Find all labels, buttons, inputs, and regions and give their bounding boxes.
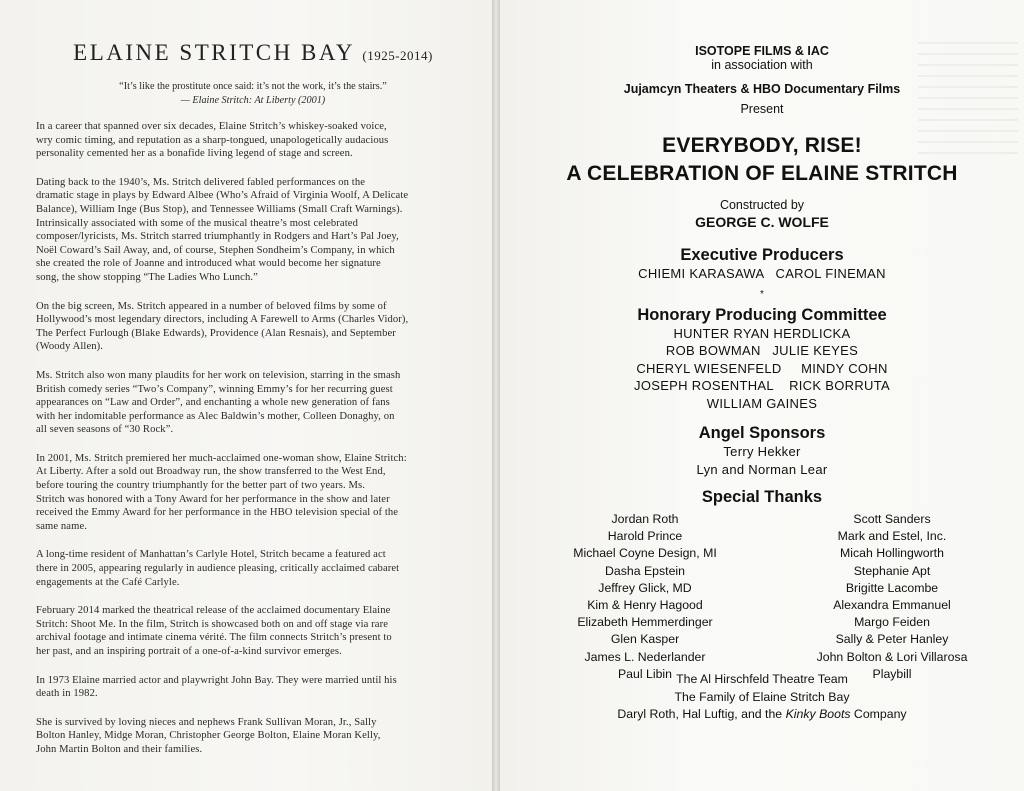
show-title-line2: A CELEBRATION OF ELAINE STRITCH — [566, 162, 958, 185]
left-page-biography — [0, 0, 492, 791]
biography-line: Noël Coward’s Sail Away, and, of course, Stephen Sondheim’s Company, in which — [36, 244, 395, 256]
special-thanks-name: Margo Feiden — [854, 615, 930, 630]
biography-line: song, the show stopping “The Ladies Who Lunch.” — [36, 271, 258, 283]
honorary-committee-heading: Honorary Producing Committee — [637, 305, 887, 324]
biography-paragraph — [36, 548, 470, 589]
special-thanks-name: Stephanie Apt — [853, 563, 931, 578]
special-thanks-name: Kim & Henry Hagood — [587, 598, 703, 613]
biography-line: appearances on “Law and Order”, and enchanting a whole new generation of fans — [36, 397, 390, 409]
biography-line: dramatic stage in plays by Edward Albee (Who’s Afraid of Virginia Woolf, A Delicate — [36, 190, 409, 202]
biography-paragraph — [36, 716, 470, 757]
biography-line: wry comic timing, and reputation as a sharp-tongued, unapologetically audacious — [36, 134, 389, 146]
executive-producers-heading: Executive Producers — [680, 246, 844, 264]
bio-title-name: ELAINE STRITCH BAY — [73, 40, 355, 65]
biography-line: received the Emmy Award for her performance in the HBO television special of the — [36, 507, 399, 519]
biography-line: (Woody Allen). — [36, 341, 104, 353]
biography-paragraph — [36, 369, 470, 437]
biography-line: personality cemented her as a bonafide living legend of stage and screen. — [36, 148, 353, 160]
bio-title-years: (1925-2014) — [362, 48, 433, 63]
quote-attribution: — Elaine Stritch: At Liberty (2001) — [180, 95, 326, 106]
biography-paragraph — [36, 300, 470, 354]
last-line-italic-show: Kinky Boots — [785, 707, 851, 722]
special-thanks-line: The Al Hirschfeld Theatre Team — [676, 672, 848, 686]
special-thanks-right-column — [782, 511, 1002, 683]
special-thanks-name: Brigitte Lacombe — [845, 580, 939, 595]
biography-line: Intrinsically associated with some of the musical theatre’s most celebrated — [36, 217, 358, 229]
special-thanks-name: Playbill — [872, 666, 912, 681]
biography-line: In 2001, Ms. Stritch premiered her much-acclaimed one-woman show, Elaine Stritch: — [36, 452, 407, 464]
honorary-committee-line: HUNTER RYAN HERDLICKA — [673, 325, 851, 341]
biography-line: The Perfect Furlough (Blake Edwards), Providence (Alan Resnais), and September — [36, 327, 396, 339]
page-gutter — [492, 0, 500, 791]
biography-paragraph — [36, 176, 470, 285]
special-thanks-name: Jeffrey Glick, MD — [598, 580, 692, 595]
show-title-line1: EVERYBODY, RISE! — [662, 134, 862, 157]
honorary-committee-line: JOSEPH ROSENTHAL RICK BORRUTA — [634, 378, 890, 393]
constructed-by-text: Constructed by — [719, 198, 805, 212]
special-thanks-name: Elizabeth Hemmerdinger — [577, 615, 713, 630]
in-association-text: in association with — [711, 58, 813, 72]
special-thanks-name: Micah Hollingworth — [840, 546, 944, 561]
biography-line: Dating back to the 1940’s, Ms. Stritch delivered fabled performances on the — [36, 176, 366, 188]
biography-line: all seven seasons of “30 Rock”. — [36, 424, 174, 436]
special-thanks-name: Jordan Roth — [611, 512, 679, 526]
biography-line: same name. — [36, 520, 88, 532]
biography-line: February 2014 marked the theatrical release of the acclaimed documentary Elaine — [36, 605, 391, 617]
biography-line: she created the role of Joanne and introduced what would become her signature — [36, 258, 381, 270]
biography-paragraph — [36, 604, 470, 658]
angel-sponsors-list — [500, 443, 1024, 478]
bio-title — [36, 40, 470, 66]
honorary-committee-line: CHERYL WIESENFELD MINDY COHN — [636, 360, 888, 376]
biography-line: before touring the country triumphantly for the better part of two years. Ms. — [36, 480, 365, 492]
biography-line: there in 2005, appearing regularly in audience pleasing, critically acclaimed cabaret — [36, 563, 400, 575]
biography-line: Ms. Stritch also won many plaudits for her work on television, starring in the smash — [36, 369, 401, 381]
biography-line: Hollywood’s most legendary directors, including A Farewell to Arms (Charles Vidor), — [36, 314, 409, 326]
special-thanks-name: Glen Kasper — [610, 632, 680, 647]
present-text: Present — [740, 102, 784, 116]
biography-line: archival footage and intimate cinema vérité. The film connects Stritch’s present to — [36, 632, 392, 644]
angel-sponsors-heading: Angel Sponsors — [698, 424, 826, 442]
biography-line: British comedy series “Two’s Company”, winning Emmy’s for her recurring guest — [36, 383, 393, 395]
biography-line: her past, and an inspiring portrait of a one-of-a-kind survivor emerges. — [36, 646, 342, 657]
special-thanks-line: The Family of Elaine Stritch Bay — [674, 689, 850, 704]
quote-text: “It’s like the prostitute once said: it’s not the work, it’s the stairs.” — [119, 81, 387, 92]
special-thanks-heading: Special Thanks — [701, 488, 823, 506]
biography-line: She is survived by loving nieces and nephews Frank Sullivan Moran, Jr., Sally — [36, 716, 377, 728]
honorary-committee-list — [500, 325, 1024, 413]
biography-line: At Liberty. After a sold out Broadway run, the show transferred to the West End, — [36, 466, 386, 478]
biography-line: Balance), William Inge (Bus Stop), and Tennessee Williams (Small Craft Warnings). — [36, 203, 403, 215]
biography-line: Bolton Hanley, Midge Moran, Christopher George Bolton, Elaine Moran Kelly, — [36, 730, 381, 742]
biography-line: death in 1982. — [36, 688, 98, 700]
biography-line: Stritch was honored with a Tony Award for her performance in the show and later — [36, 493, 390, 505]
biography-paragraph — [36, 120, 470, 161]
special-thanks-name: Dasha Epstein — [605, 563, 685, 578]
biography-paragraph — [36, 674, 470, 701]
biography-line: In 1973 Elaine married actor and playwright John Bay. They were married until his — [36, 674, 397, 686]
biography-line: composer/lyricists, Ms. Stritch starred triumphantly in Rodgers and Hart’s Pal Joey, — [36, 231, 399, 243]
special-thanks-name: Scott Sanders — [853, 512, 931, 526]
special-thanks-name: Mark and Estel, Inc. — [837, 529, 947, 544]
special-thanks-name: Sally & Peter Hanley — [835, 632, 949, 647]
angel-sponsor-name: Terry Hekker — [723, 444, 801, 459]
special-thanks-name: Harold Prince — [607, 529, 683, 544]
biography-line: Stritch: Shoot Me. In the film, Stritch is showcased both on and off stage via rare — [36, 618, 389, 630]
asterisk-divider: * — [760, 288, 764, 300]
honorary-committee-line: ROB BOWMAN JULIE KEYES — [665, 343, 859, 358]
biography-body — [36, 120, 470, 757]
special-thanks-last-line — [500, 706, 1024, 724]
biography-line: On the big screen, Ms. Stritch appeared in a number of beloved films by some of — [36, 300, 387, 312]
biography-paragraph — [36, 452, 470, 534]
right-page-credits — [500, 0, 1024, 791]
special-thanks-left-column — [530, 511, 760, 683]
last-line-suffix: Company — [850, 707, 907, 722]
honorary-committee-line: WILLIAM GAINES — [706, 395, 818, 411]
special-thanks-name: Alexandra Emmanuel — [833, 598, 951, 613]
epigraph-quote — [36, 80, 470, 108]
director-name: GEORGE C. WOLFE — [695, 214, 829, 230]
angel-sponsor-name: Lyn and Norman Lear — [696, 461, 828, 477]
partner-names: Jujamcyn Theaters & HBO Documentary Films — [623, 82, 901, 96]
biography-line: In a career that spanned over six decades, Elaine Stritch’s whiskey-soaked voice, — [36, 121, 387, 132]
show-title — [500, 132, 1024, 188]
executive-producers-names: CHIEMI KARASAWA CAROL FINEMAN — [638, 266, 886, 281]
biography-line: John Martin Bolton and their families. — [36, 743, 203, 755]
biography-line: with her indomitable performance as Alec Baldwin’s mother, Colleen Donaghy, on — [36, 410, 395, 422]
special-thanks-name: Paul Libin — [617, 666, 672, 681]
presenter-name: ISOTOPE FILMS & IAC — [695, 44, 829, 58]
special-thanks-name: Michael Coyne Design, MI — [573, 546, 717, 561]
special-thanks-name: James L. Nederlander — [584, 649, 706, 664]
biography-line: A long-time resident of Manhattan’s Carlyle Hotel, Stritch became a featured act — [36, 549, 386, 561]
last-line-prefix: Daryl Roth, Hal Luftig, and the — [617, 707, 786, 722]
special-thanks-name: John Bolton & Lori Villarosa — [816, 649, 968, 664]
biography-line: engagements at the Café Carlyle. — [36, 576, 180, 588]
